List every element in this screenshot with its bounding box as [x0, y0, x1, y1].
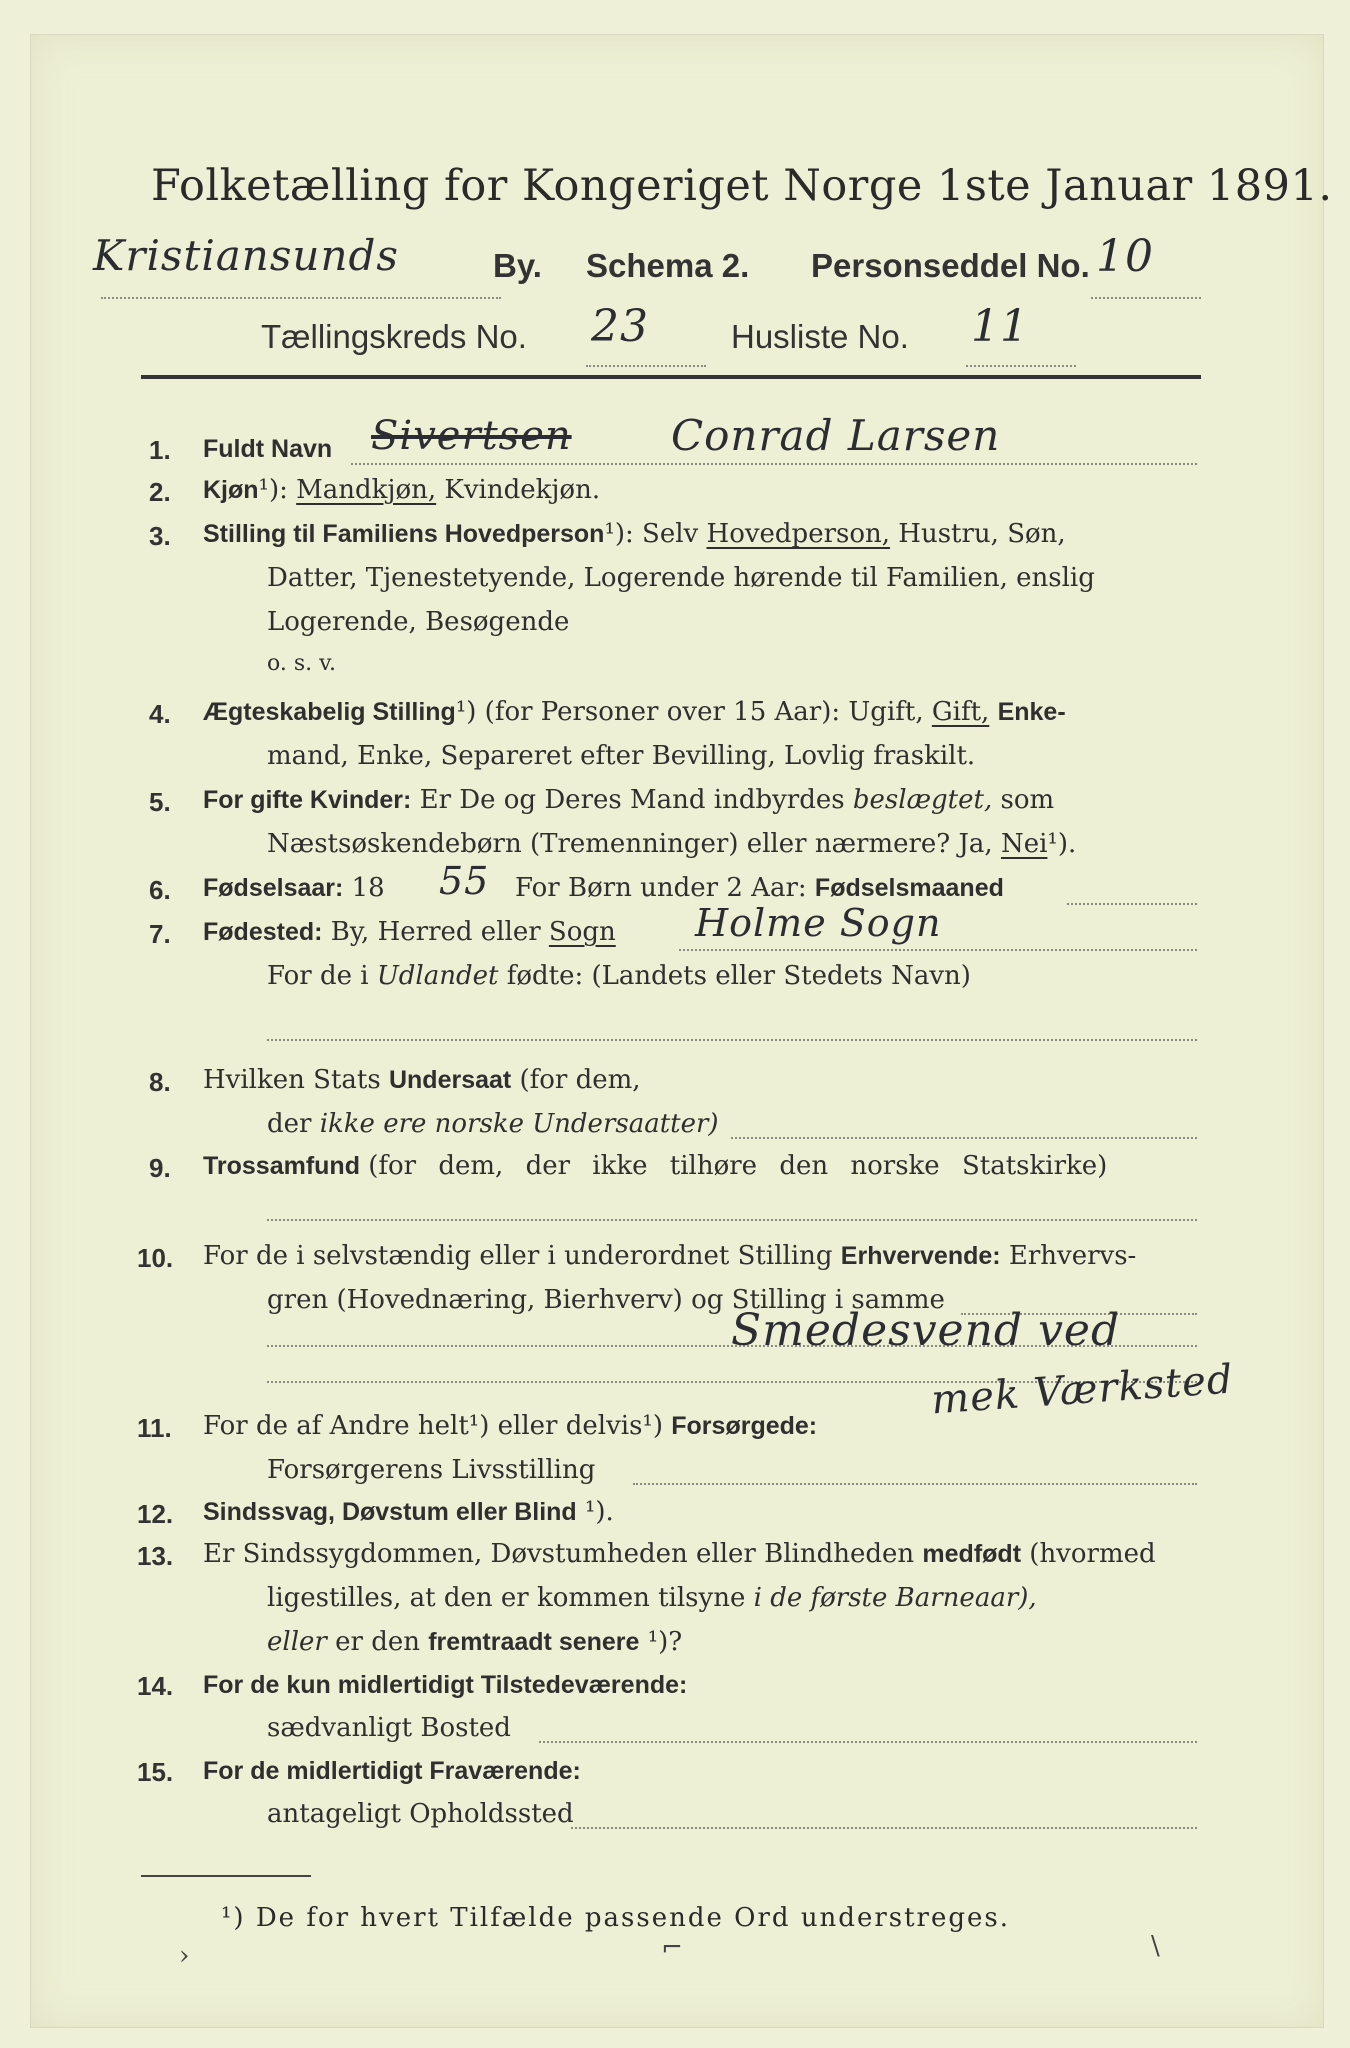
- q6-line: Fødselsaar: 18: [203, 873, 385, 903]
- q15-line2: antageligt Opholdssted: [267, 1799, 574, 1829]
- q12-number: 12.: [137, 1499, 174, 1529]
- q6-year-hw: 55: [439, 859, 490, 903]
- q9-number: 9.: [149, 1153, 171, 1183]
- q3-line4: o. s. v.: [267, 651, 336, 676]
- q10-line2: gren (Hovednæring, Bierhverv) og Stilling i samme: [267, 1285, 945, 1315]
- q13-number: 13.: [137, 1541, 174, 1571]
- q14-line1: For de kun midlertidigt Tilstedeværende:: [203, 1671, 688, 1699]
- q3-line1: Stilling til Familiens Hovedperson¹): Selv Hovedperson, Hustru, Søn,: [203, 519, 1066, 549]
- q1-number: 1.: [149, 435, 171, 465]
- q14-line2: sædvanligt Bosted: [267, 1713, 511, 1743]
- q13-line2: ligestilles, at den er kommen tilsyne i de første Barneaar),: [267, 1583, 1037, 1613]
- q3-line3: Logerende, Besøgende: [267, 607, 570, 637]
- q10-line1: For de i selvstændig eller i underordnet Stilling Erhvervende: Erhvervs-: [203, 1241, 1137, 1271]
- q11-line1: For de af Andre helt¹) eller delvis¹) Forsørgede:: [203, 1411, 818, 1441]
- kreds-label: Tællingskreds No.: [261, 318, 527, 355]
- q1-struck-hw: Sivertsen: [371, 413, 572, 459]
- q8-line2: der ikke ere norske Undersaatter): [267, 1109, 719, 1139]
- personseddel-number-hw: 10: [1096, 231, 1154, 282]
- stray-mark-right: \: [1151, 1931, 1160, 1961]
- footnote: ¹) De for hvert Tilfælde passende Ord understreges.: [221, 1903, 1011, 1933]
- stray-mark-left: ›: [179, 1941, 190, 1971]
- husliste-number-hw: 11: [971, 301, 1029, 352]
- schema-label: Schema 2.: [586, 247, 750, 284]
- q8-number: 8.: [149, 1067, 171, 1097]
- q10-occupation-hw: Smedesvend ved: [731, 1305, 1121, 1356]
- q9-line1: Trossamfund (for dem, der ikke tilhøre den norske Statskirke): [203, 1151, 1108, 1181]
- stray-mark-center: ⌐: [661, 1933, 683, 1963]
- town-handwritten: Kristiansunds: [93, 231, 399, 280]
- q4-number: 4.: [149, 699, 171, 729]
- q7-line2: For de i Udlandet fødte: (Landets eller Stedets Navn): [267, 961, 971, 991]
- q6-number: 6.: [149, 875, 171, 905]
- q5-line2: Næstsøskendebørn (Tremenninger) eller nærmere? Ja, Nei¹).: [267, 829, 1077, 859]
- q3-number: 3.: [149, 521, 171, 551]
- husliste-label: Husliste No.: [731, 318, 909, 355]
- footnote-rule: [141, 1875, 311, 1877]
- q8-line1: Hvilken Stats Undersaat (for dem,: [203, 1065, 641, 1095]
- q14-number: 14.: [137, 1671, 174, 1701]
- q11-number: 11.: [137, 1413, 172, 1443]
- census-form-sheet: [30, 34, 1333, 2028]
- q1-name-hw: Conrad Larsen: [671, 411, 1001, 460]
- header-rule: [141, 375, 1201, 379]
- q15-number: 15.: [137, 1757, 174, 1787]
- q13-line1: Er Sindssygdommen, Døvstumheden eller Blindheden medfødt (hvormed: [203, 1539, 1156, 1569]
- q4-line2: mand, Enke, Separeret efter Bevilling, Lovlig fraskilt.: [267, 741, 976, 771]
- q7-number: 7.: [149, 919, 171, 949]
- q2-number: 2.: [149, 477, 171, 507]
- q10-occupation-hw2: mek Værksted: [929, 1356, 1235, 1424]
- q3-line2: Datter, Tjenestetyende, Logerende hørende til Familien, enslig: [267, 563, 1095, 593]
- q15-line1: For de midlertidigt Fraværende:: [203, 1757, 581, 1785]
- kreds-number-hw: 23: [591, 301, 649, 352]
- q12-line: Sindssvag, Døvstum eller Blind ¹).: [203, 1497, 614, 1527]
- q6-line2: For Børn under 2 Aar: Fødselsmaaned: [515, 873, 1004, 903]
- personseddel-label: Personseddel No.: [811, 247, 1090, 284]
- q13-line3: eller er den fremtraadt senere ¹)?: [267, 1627, 683, 1657]
- q11-line2: Forsørgerens Livsstilling: [267, 1455, 596, 1485]
- q1-label: Fuldt Navn: [203, 435, 333, 463]
- q4-line1: Ægteskabelig Stilling¹) (for Personer over 15 Aar): Ugift, Gift, Enke-: [203, 697, 1066, 727]
- form-title: Folketælling for Kongeriget Norge 1ste Januar 1891.: [151, 161, 1333, 211]
- q7-place-hw: Holme Sogn: [695, 901, 942, 945]
- q10-number: 10.: [137, 1243, 174, 1273]
- q5-number: 5.: [149, 787, 171, 817]
- q7-line1: Fødested: By, Herred eller Sogn: [203, 917, 616, 947]
- q2-line: Kjøn¹): Mandkjøn, Kvindekjøn.: [203, 475, 601, 505]
- by-label: By.: [493, 247, 542, 284]
- q5-line1: For gifte Kvinder: Er De og Deres Mand indbyrdes beslægtet, som: [203, 785, 1055, 815]
